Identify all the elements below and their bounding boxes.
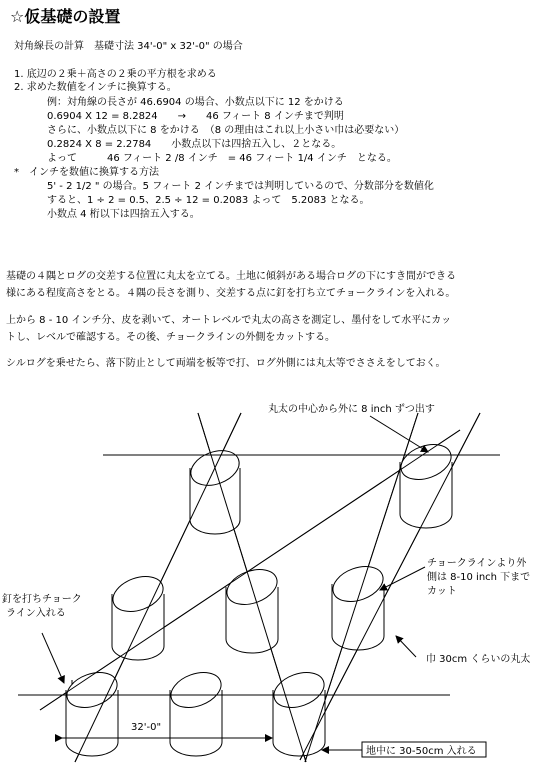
example-line-1: 例：対角線の長さが 46.6904 の場合、小数点以下に 12 をかける [47,97,344,108]
example-line-5: よって 46 フィート 2 /8 インチ = 46 フィート 1/4 インチ となる。 [47,153,397,164]
paragraph-1-line-2: 様にある程度高さをとる。４隅の長さを測り、交差する点に釘を打ち立てチョークラインを入れる。 [6,288,456,299]
step-2: 2. 求めた数値をインチに換算する。 [14,82,177,93]
example-line-3: さらに、小数点以下に 8 をかける （8 の理由はこれ以上小さい巾は必要ない） [47,125,405,136]
arrow-log-label [396,636,416,657]
paragraph-3: シルログを乗せたら、落下防止として両端を板等で打、ログ外側には丸太等でささえをしておく。 [6,358,446,369]
log-back-left [186,444,244,534]
note-line-1: 5' - 2 1/2 " の場合。5 フィート 2 インチまでは判明しているので、分数部分を数値化 [47,181,434,192]
label-ground: 地中に 30-50cm 入れる [366,746,477,757]
note-line-3: 小数点 4 桁以下は四捨五入する。 [47,209,200,220]
step-1: 1. 底辺の２乗＋高さの２乗の平方根を求める [14,69,217,80]
log-front-right [269,666,329,756]
page-title: ☆仮基礎の設置 [10,7,121,26]
log-front-left [62,666,122,756]
log-mid-right [328,560,388,650]
arrow-top-label [370,416,428,452]
paragraph-1-line-1: 基礎の４隅とログの交差する位置に丸太を立てる。土地に傾斜がある場合ログの下にすき間ができる [6,271,456,282]
note-line-2: すると、1 ÷ 2 = 0.5、2.5 ÷ 12 = 0.2083 よって 5.2083 となる。 [47,195,370,206]
log-mid-center [222,563,282,653]
log-front-center [166,666,226,756]
calc-subtitle: 対角線長の計算 基礎寸法 34'-0" x 32'-0" の場合 [14,41,243,52]
label-log: 巾 30cm くらいの丸太 [426,654,531,665]
arrow-chalk-label [380,567,425,590]
label-chalk-1: チョークラインより外 [427,558,527,569]
label-dim: 32'-0" [131,722,162,733]
arrow-nail-label [42,633,64,683]
label-top: 丸太の中心から外に 8 inch ずつ出す [268,404,435,415]
label-nail-2: ライン入れる [6,608,66,619]
log-mid-left [108,570,168,660]
label-chalk-3: カット [427,586,457,597]
paragraph-2-line-1: 上から 8 - 10 インチ分、皮を剥いて、オートレベルで丸太の高さを測定し、墨付をして水平にカッ [6,315,452,326]
label-nail-1: 釘を打ちチョーク [2,594,82,605]
example-line-2: 0.6904 X 12 = 8.2824 → 46 フィート 8 インチまで判明 [47,111,344,122]
example-line-4: 0.2824 X 8 = 2.2784 小数点以下は四捨五入し、２となる。 [47,139,342,150]
paragraph-2-line-2: トし、レベルで確認する。その後、チョークラインの外側をカットする。 [6,332,335,343]
label-chalk-2: 側は 8-10 inch 下まで [427,572,531,583]
note-title: * インチを数値に換算する方法 [14,167,159,178]
